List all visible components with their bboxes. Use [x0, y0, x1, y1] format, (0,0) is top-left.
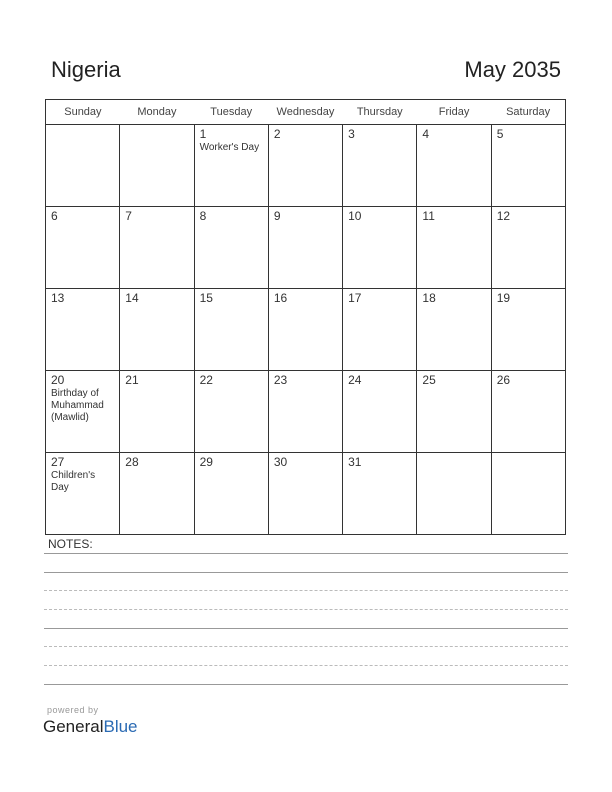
day-cell [268, 453, 342, 535]
day-number: 28 [125, 455, 139, 469]
day-number: 27 [51, 455, 65, 469]
day-cell [417, 207, 491, 289]
day-number: 17 [348, 291, 362, 305]
weekday-header: Sunday [46, 100, 120, 125]
notes-line [44, 646, 568, 647]
day-cell [46, 371, 120, 453]
day-cell [343, 207, 417, 289]
day-cell [417, 453, 491, 535]
day-number: 23 [273, 373, 288, 387]
day-number: 5 [496, 127, 504, 141]
country-title: Nigeria [51, 57, 121, 82]
day-cell [417, 125, 491, 207]
day-cell [194, 207, 268, 289]
day-cell [268, 371, 342, 453]
day-cell [491, 125, 565, 207]
day-cell [491, 207, 565, 289]
day-cell [268, 125, 342, 207]
day-number: 9 [273, 209, 281, 223]
notes-line [44, 684, 568, 685]
day-number: 21 [125, 373, 139, 387]
day-number: 25 [422, 373, 436, 387]
day-cell [46, 453, 120, 535]
day-number: 14 [125, 291, 139, 305]
day-cell [46, 289, 120, 371]
day-number: 20 [51, 373, 65, 387]
notes-line [44, 553, 568, 554]
weekday-header: Saturday [491, 100, 565, 125]
weekday-header: Friday [417, 100, 491, 125]
day-cell [46, 207, 120, 289]
day-cell [343, 371, 417, 453]
notes-line [44, 572, 568, 573]
day-number: 10 [348, 209, 362, 223]
day-cell [343, 453, 417, 535]
day-cell [343, 289, 417, 371]
week-row [46, 125, 566, 207]
day-cell [491, 453, 565, 535]
holiday-label: Birthday of Muhammad (Mawlid) [51, 388, 104, 423]
weekday-header: Thursday [343, 100, 417, 125]
day-number: 19 [496, 291, 511, 305]
day-number: 31 [348, 455, 362, 469]
day-cell [194, 371, 268, 453]
day-cell [120, 371, 194, 453]
brand-blue: Blue [103, 717, 138, 736]
calendar-grid [45, 99, 566, 535]
day-cell [491, 371, 565, 453]
day-number: 26 [496, 373, 511, 387]
day-number: 18 [422, 291, 436, 305]
day-cell [120, 125, 194, 207]
brand-general: General [43, 717, 104, 736]
day-cell [194, 289, 268, 371]
notes-line [44, 665, 568, 666]
day-number: 11 [422, 209, 435, 223]
day-number: 12 [496, 209, 511, 223]
day-cell [194, 453, 268, 535]
day-number: 1 [199, 127, 207, 141]
day-number: 30 [273, 455, 288, 469]
day-cell [417, 289, 491, 371]
notes-line [44, 609, 568, 610]
week-row [46, 371, 566, 453]
week-row [46, 289, 566, 371]
notes-line [44, 628, 568, 629]
day-cell [343, 125, 417, 207]
weekday-header: Wednesday [268, 100, 342, 125]
day-cell [268, 289, 342, 371]
day-number: 24 [348, 373, 362, 387]
day-cell [417, 371, 491, 453]
day-number: 4 [422, 127, 430, 141]
day-number: 22 [199, 373, 213, 387]
day-cell [46, 125, 120, 207]
day-cell [120, 289, 194, 371]
day-number: 13 [51, 291, 65, 305]
day-number: 2 [273, 127, 281, 141]
day-cell [194, 125, 268, 207]
day-number: 16 [273, 291, 288, 305]
day-cell [491, 289, 565, 371]
day-number: 29 [199, 455, 213, 469]
weekday-header: Tuesday [194, 100, 268, 125]
day-number: 7 [125, 209, 132, 223]
weekday-header-row [46, 100, 566, 125]
weekday-header: Monday [120, 100, 194, 125]
day-cell [268, 207, 342, 289]
week-row [46, 453, 566, 535]
day-number: 3 [348, 127, 355, 141]
brand-logo [43, 717, 138, 737]
holiday-label: Children's Day [51, 470, 96, 493]
month-year-title: May 2035 [464, 57, 561, 82]
day-cell [120, 207, 194, 289]
day-number: 6 [51, 209, 58, 223]
notes-line [44, 590, 568, 591]
week-row [46, 207, 566, 289]
day-number: 8 [199, 209, 207, 223]
notes-label: NOTES: [48, 537, 93, 551]
holiday-label: Worker's Day [199, 142, 260, 153]
day-cell [120, 453, 194, 535]
day-number: 15 [199, 291, 213, 305]
powered-by-text: powered by [47, 705, 99, 715]
